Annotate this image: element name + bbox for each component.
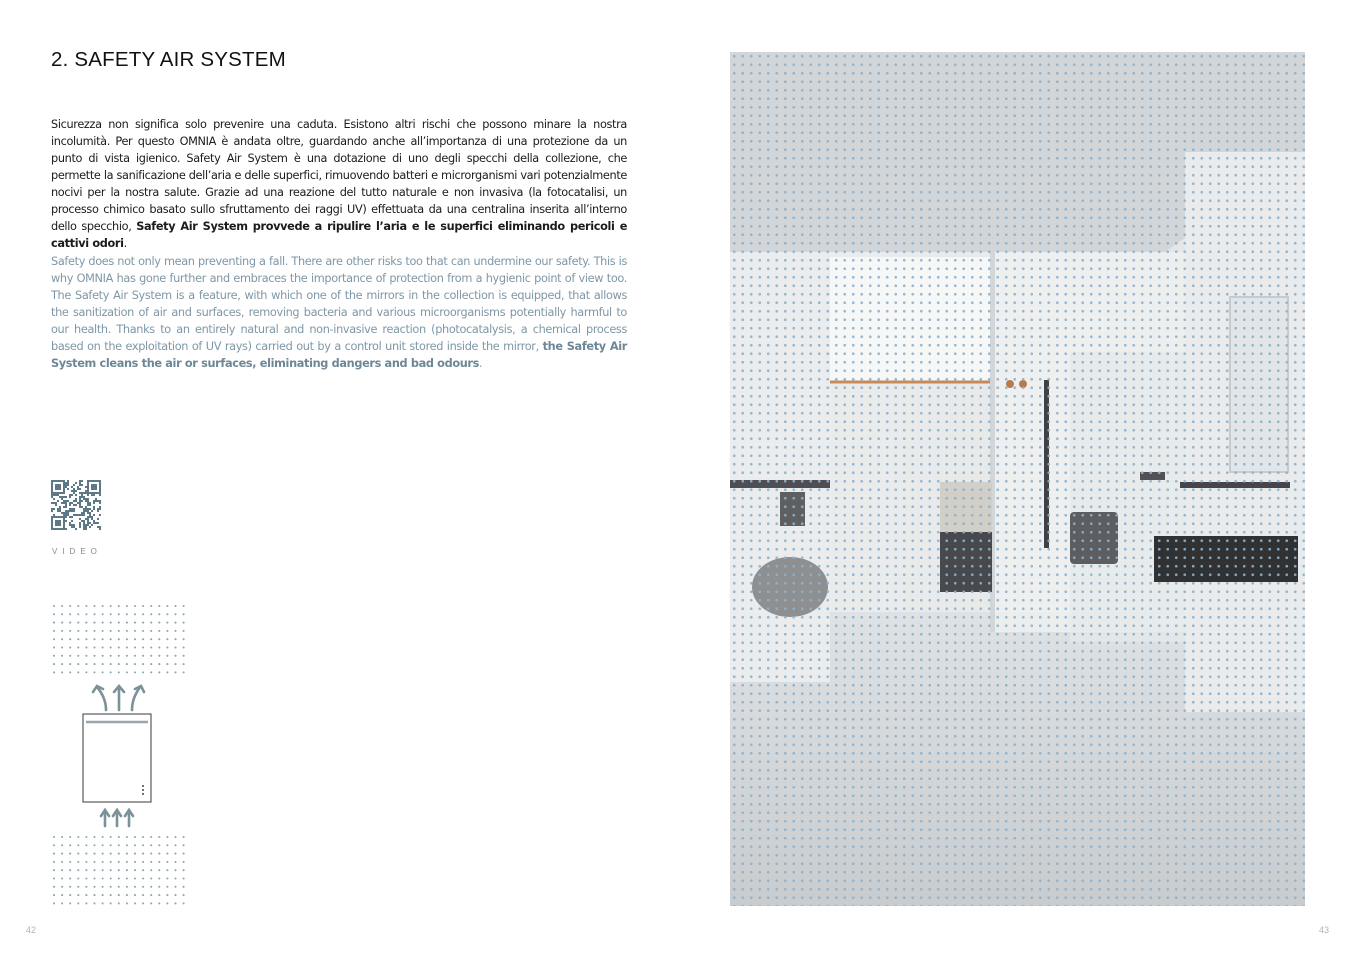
video-label: VIDEO	[52, 547, 102, 556]
page-number-left: 42	[26, 925, 37, 935]
mirror-icon	[83, 714, 151, 802]
english-end: .	[479, 357, 483, 370]
english-bold-text: the Safety Air System cleans the air or surfaces, eliminating dangers and bad odours	[51, 340, 628, 370]
italian-paragraph	[51, 116, 627, 252]
air-in-arrows-icon	[101, 810, 133, 826]
italian-text: Sicurezza non significa solo prevenire una caduta. Esistono altri rischi che possono minare la nostra incolumità. Per questo OMNIA è andata oltre, guardando anche all’importanza di una protezione da un punto di vista igienico. Safety Air System è una dotazione di uno degli specchi della collezione, che permette la sanificazione dell’aria e delle superfici, rimuovendo batteri e microrganismi vari potenzialmente nocivi per la nostra salute. Grazie ad una reazione del tutto naturale e non invasiva (la fotocatalisi, un processo chimico basato sullo sfruttamento dei raggi UV) effettuata da una centralina inserita all’interno dello specchio,	[51, 118, 627, 233]
italian-end: .	[123, 237, 127, 250]
air-out-arrows-icon	[93, 686, 144, 710]
english-paragraph	[51, 253, 627, 372]
page-number-right: 43	[1319, 925, 1330, 935]
section-title: 2. SAFETY AIR SYSTEM	[51, 48, 286, 71]
dot-grid-bottom	[53, 836, 185, 905]
english-text: Safety does not only mean preventing a fall. There are other risks too that can undermine our safety. This is why OMNIA has gone further and embraces the importance of protection from a hygienic point of view too. The Safety Air System is a feature, with which one of the mirrors in the collection is equipped, that allows the sanitization of air and surfaces, removing bacteria and various microorganisms potentially harmful to our health. Thanks to an entirely natural and non-invasive reaction (photocatalysis, a chemical process based on the exploitation of UV rays) carried out by a control unit stored inside the mirror,	[51, 255, 627, 353]
italian-bold-text: Safety Air System provvede a ripulire l’aria e le superfici eliminando pericoli e cattivi odori	[51, 220, 628, 250]
bathroom-photo	[730, 52, 1305, 906]
dot-grid-top	[53, 605, 185, 674]
qr-code-icon[interactable]	[51, 480, 101, 530]
safety-air-diagram	[48, 598, 193, 913]
